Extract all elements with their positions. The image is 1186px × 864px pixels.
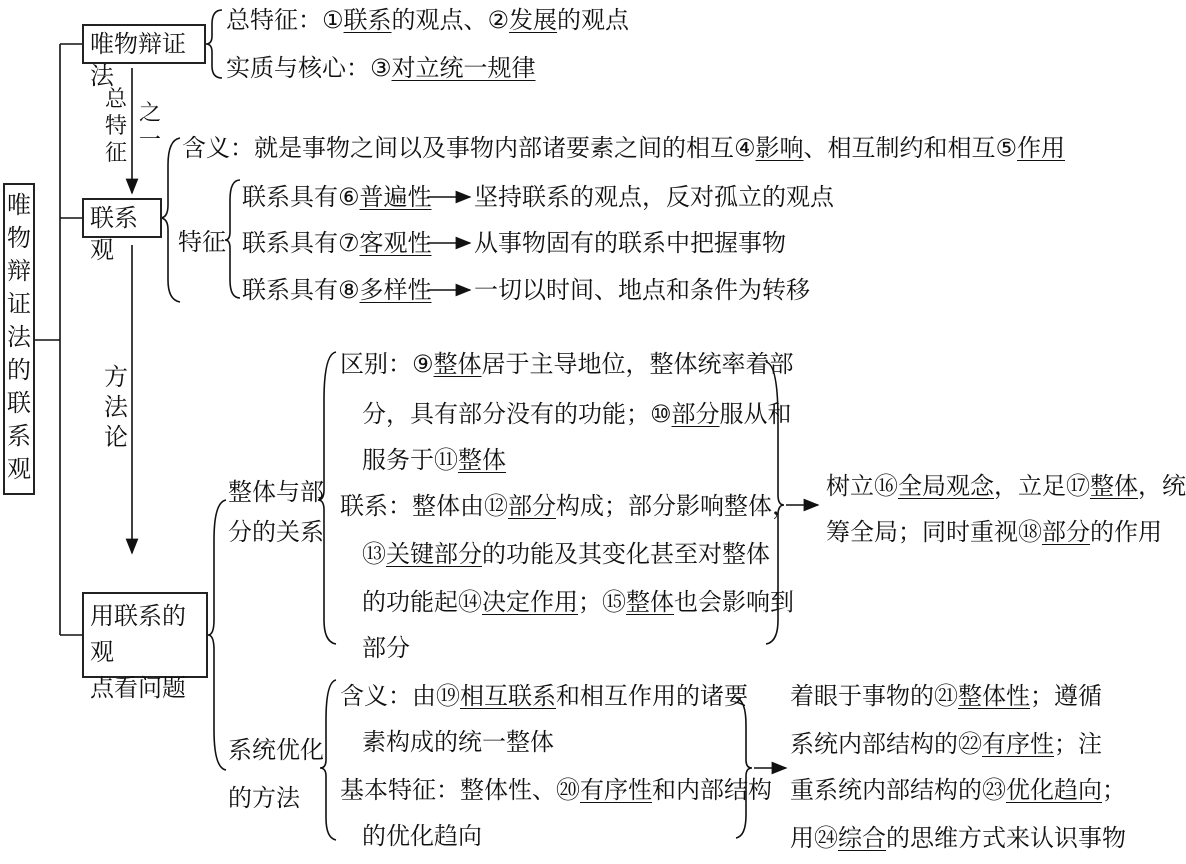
label-fangfalun: 方 法 论 [104,363,128,451]
dialectics-general-line: 总特征：①联系的观点、②发展的观点 [226,6,630,34]
root-char: 辩 [7,257,31,285]
root-char: 的 [7,356,31,384]
answer-14: 决定作用 [482,588,578,616]
feature-result: 坚持联系的观点，反对孤立的观点 [474,183,834,211]
system-basic-line2: 的优化趋向 [362,822,482,850]
feature-row: 联系具有⑧多样性 [242,276,432,304]
system-result-line2: 系统内部结构的㉒有序性；注 [790,730,1102,758]
answer-15: 整体 [626,588,674,616]
answer-3: 对立统一规律 [391,54,536,82]
tezheng-label: 特征 [178,228,226,256]
system-basic-line1: 基本特征：整体性、⑳有序性和内部结构 [340,776,772,804]
root-char: 法 [7,323,31,351]
feature-result: 一切以时间、地点和条件为转移 [474,276,810,304]
answer-9: 整体 [433,350,482,378]
lianxiguan-brace [160,138,180,302]
answer-6: 普遍性 [359,183,432,211]
root-char: 联 [7,389,31,417]
answer-16: 全局观念 [898,472,994,500]
root-char: 系 [7,422,31,450]
answer-11: 整体 [458,446,506,474]
dialectics-brace [206,10,222,78]
label-zong-tezheng: 总 特 征 [104,87,127,166]
whole-part-title: 整体与部 分的关系 [228,478,324,546]
whole-part-link-line1: 联系：整体由⑫部分构成；部分影响整体， [340,492,796,520]
system-meaning-line2: 素构成的统一整体 [362,728,554,756]
whole-part-result-line2: 筹全局；同时重视⑱部分的作用 [826,518,1162,546]
answer-24: 综合 [838,824,886,852]
lianxiguan-meaning-line: 含义：就是事物之间以及事物内部诸要素之间的相互④影响、相互制约和相互⑤作用 [182,134,1066,162]
answer-5: 作用 [1017,134,1066,162]
answer-10: 部分 [671,400,720,428]
answer-8: 多样性 [359,276,432,304]
answer-21: 整体性 [958,682,1030,710]
system-meaning-line1: 含义：由⑲相互联系和相互作用的诸要 [340,682,748,710]
feature-result: 从事物固有的联系中把握事物 [474,229,786,257]
answer-1: 联系 [343,6,392,34]
label-zhiyi: 之 一 [138,101,161,153]
dialectics-essence-line: 实质与核心：③对立统一规律 [226,54,536,82]
system-result-line4: 用㉔综合的思维方式来认识事物 [790,824,1126,852]
answer-7: 客观性 [359,229,432,257]
whole-part-link-line2: ⑬关键部分的功能及其变化甚至对整体 [362,540,770,568]
whole-part-diff-line1: 区别：⑨整体居于主导地位，整体统率着部 [340,350,794,378]
yong-box: 用联系的观 点看问题 [82,592,208,678]
system-title: 系统优化 的方法 [228,736,324,812]
feature-row: 联系具有⑥普遍性 [242,183,432,211]
answer-18: 部分 [1042,518,1090,546]
answer-19: 相互联系 [460,682,556,710]
root-char: 观 [7,455,31,483]
root-char: 物 [7,224,31,252]
answer-13: 关键部分 [386,540,482,568]
yong-brace [208,500,226,770]
whole-part-link-line4: 部分 [362,634,410,662]
lianxiguan-box: 联系观 [82,198,162,238]
feature-row: 联系具有⑦客观性 [242,229,432,257]
answer-4: 影响 [755,134,804,162]
answer-17: 整体 [1090,472,1138,500]
dialectics-box: 唯物辩证法 [82,24,206,64]
system-result-line3: 重系统内部结构的㉓优化趋向； [790,776,1126,804]
whole-part-link-line3: 的功能起⑭决定作用；⑮整体也会影响到 [362,588,794,616]
whole-part-diff-line2: 分，具有部分没有的功能；⑩部分服从和 [362,400,792,428]
feature-brace [225,180,240,298]
whole-part-diff-line3: 服务于⑪整体 [362,446,506,474]
answer-20: 有序性 [580,776,652,804]
root-char: 唯 [7,191,31,219]
answer-23: 优化趋向 [1006,776,1102,804]
root-box [3,183,35,495]
root-char: 证 [7,290,31,318]
answer-2: 发展 [509,6,558,34]
system-right-brace [736,698,752,838]
answer-22: 有序性 [982,730,1054,758]
answer-12: 部分 [508,492,556,520]
system-result-line1: 着眼于事物的㉑整体性；遵循 [790,682,1102,710]
whole-part-result-line1: 树立⑯全局观念，立足⑰整体，统 [826,472,1186,500]
